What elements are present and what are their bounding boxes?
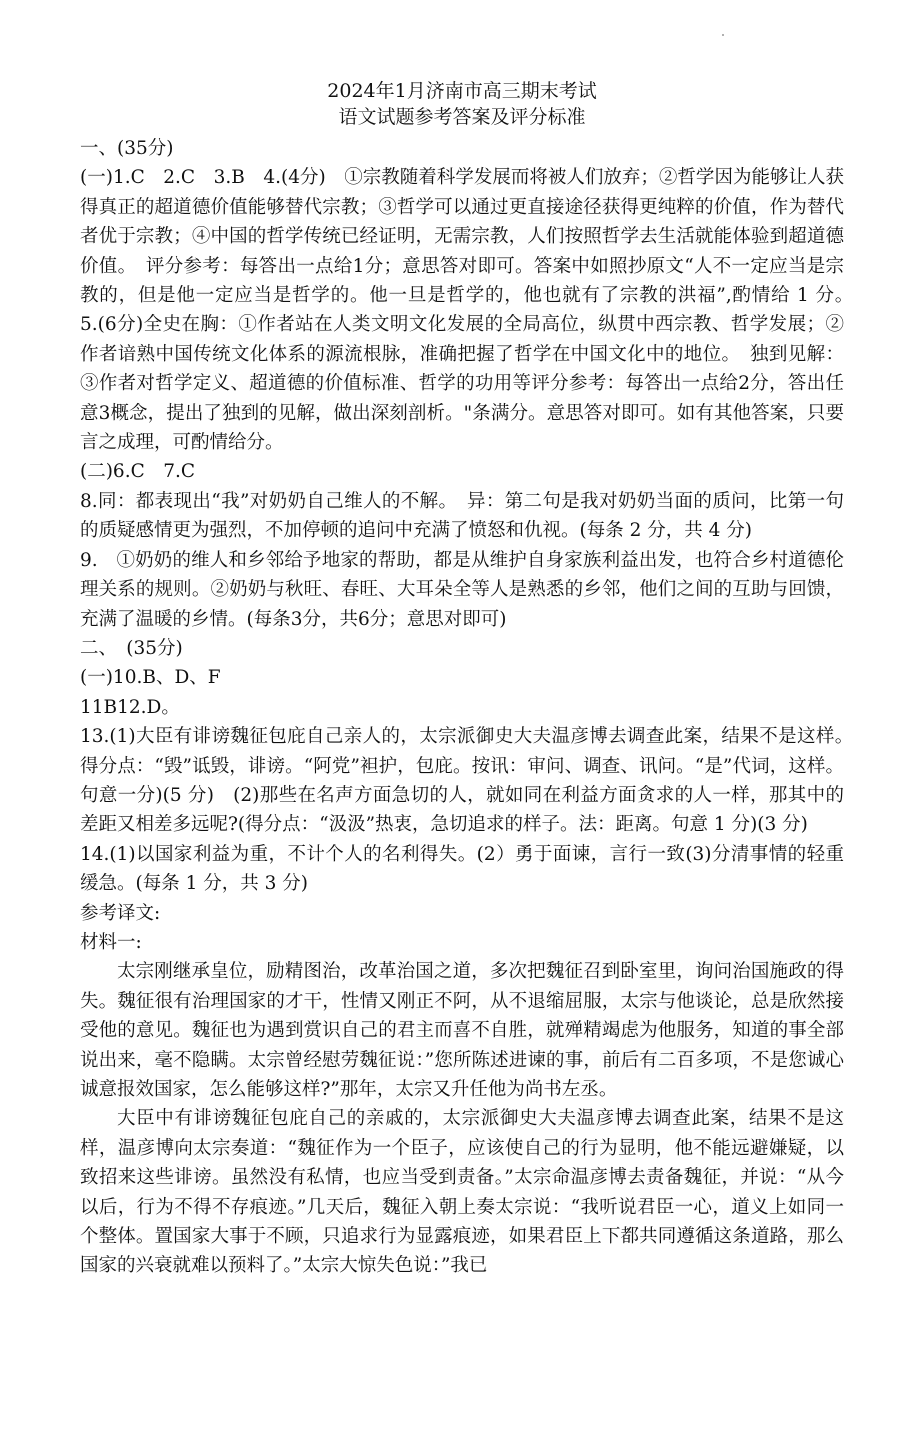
- answer-9: 9. ①奶奶的维人和乡邻给予地家的帮助，都是从维护自身家族利益出发，也符合乡村道德伦理关系的规则。②奶奶与秋旺、春旺、大耳朵全等人是熟悉的乡邻，他们之间的互助与回馈，充满了温暖的乡情。(每条3分，共6分；意思对即可): [80, 549, 844, 630]
- scan-speck: [722, 34, 724, 36]
- section-two-heading: 二、 (35分): [80, 637, 183, 659]
- answer-14: 14.(1)以国家利益为重，不计个人的名利得失。(2）勇于面谏，言行一致(3)分清事情的轻重缓急。(每条 1 分，共 3 分): [80, 843, 844, 895]
- translation-paragraph: 太宗刚继承皇位，励精图治，改革治国之道，多次把魏征召到卧室里，询问治国施政的得失。魏征很有治理国家的才干，性情又刚正不阿，从不退缩屈服，太宗与他谈论，总是欣然接受他的意见。魏征也为遇到赏识自己的君主而喜不自胜，就殚精竭虑为他服务，知道的事全部说出来，毫不隐瞒。太宗曾经慰劳魏征说：”您所陈述进谏的事，前后有二百多项，不是您诚心诚意报效国家，怎么能够这样?”那年，太宗又升任他为尚书左丞。: [80, 961, 844, 1100]
- answer-sheet: [80, 78, 882, 1281]
- document-title: 2024年1月济南市高三期末考试: [327, 80, 597, 102]
- document-subtitle: 语文试题参考答案及评分标准: [338, 106, 586, 128]
- translation-heading: 参考译文:: [80, 902, 161, 924]
- answer-8: 8.同：都表现出“我”对奶奶自己维人的不解。 异：第二句是我对奶奶当面的质问，比第一句的质疑感情更为强烈，不加停顿的追问中充满了愤怒和仇视。(每条 2 分，共 4 分): [80, 490, 844, 542]
- section-one-heading: 一、(35分): [80, 138, 174, 159]
- answers-6-7: (二)6.C 7.C: [80, 461, 196, 483]
- translation-paragraph: 大臣中有诽谤魏征包庇自己的亲戚的，太宗派御史大夫温彦博去调查此案，结果不是这样，温彦博向太宗奏道：“魏征作为一个臣子，应该使自己的行为显明，他不能远避嫌疑，以致招来这些诽谤。虽然没有私情，也应当受到责备。”太宗命温彦博去责备魏征，并说：“从今以后，行为不得不存痕迹。”几天后，魏征入朝上奏太宗说：“我听说君臣一心，道义上如同一个整体。置国家大事于不顾，只追求行为显露痕迹，如果君臣上下都共同遵循这条道路，那么国家的兴衰就难以预料了。”太宗大惊失色说：”我已: [80, 1108, 844, 1277]
- answers-1-5: (一)1.C 2.C 3.B 4.(4分) ①宗教随着科学发展而将被人们放弃；②哲学因为能够让人获得真正的超道德价值能够替代宗教；③哲学可以通过更直接途径获得更纯粹的价值，作为替代者优于宗教；④中国的哲学传统已经证明，无需宗教，人们按照哲学去生活就能体验到超道德价值。 评分参考：每答出一点给1分；意思答对即可。答案中如照抄原文“人不一定应当是宗教的，但是他一定应当是哲学的。他一旦是哲学的，他也就有了宗教的洪福”,酌情给 1 分。 5.(6分)全史在胸：①作者站在人类文明文化发展的全局高位，纵贯中西宗教、哲学发展；②作者谙熟中国传统文化体系的源流根脉，准确把握了哲学在中国文化中的地位。 独到见解：③作者对哲学定义、超道德的价值标准、哲学的功用等评分参考：每答出一点给2分，答出任意3概念，提出了独到的见解，做出深刻剖析。"条满分。意思答对即可。如有其他答案，只要言之成理，可酌情给分。: [80, 167, 882, 454]
- answers-11-12: 11B12.D。: [80, 696, 180, 718]
- answer-10: (一)10.B、D、F: [80, 667, 221, 689]
- answer-13: 13.(1)大臣有诽谤魏征包庇自己亲人的，太宗派御史大夫温彦博去调查此案，结果不是这样。 得分点：“毁”诋毁，诽谤。“阿党”袒护，包庇。按讯：审问、调查、讯问。“是”代词，这样。句意一分)(5 分) (2)那些在名声方面急切的人，就如同在利益方面贪求的人一样，那其中的差距又相差多远呢?(得分点：“汲汲”热衷，急切追求的样子。法：距离。句意 1 分)(3 分): [80, 726, 863, 836]
- material-one-heading: 材料一:: [80, 931, 142, 953]
- answer-body: [80, 134, 882, 1281]
